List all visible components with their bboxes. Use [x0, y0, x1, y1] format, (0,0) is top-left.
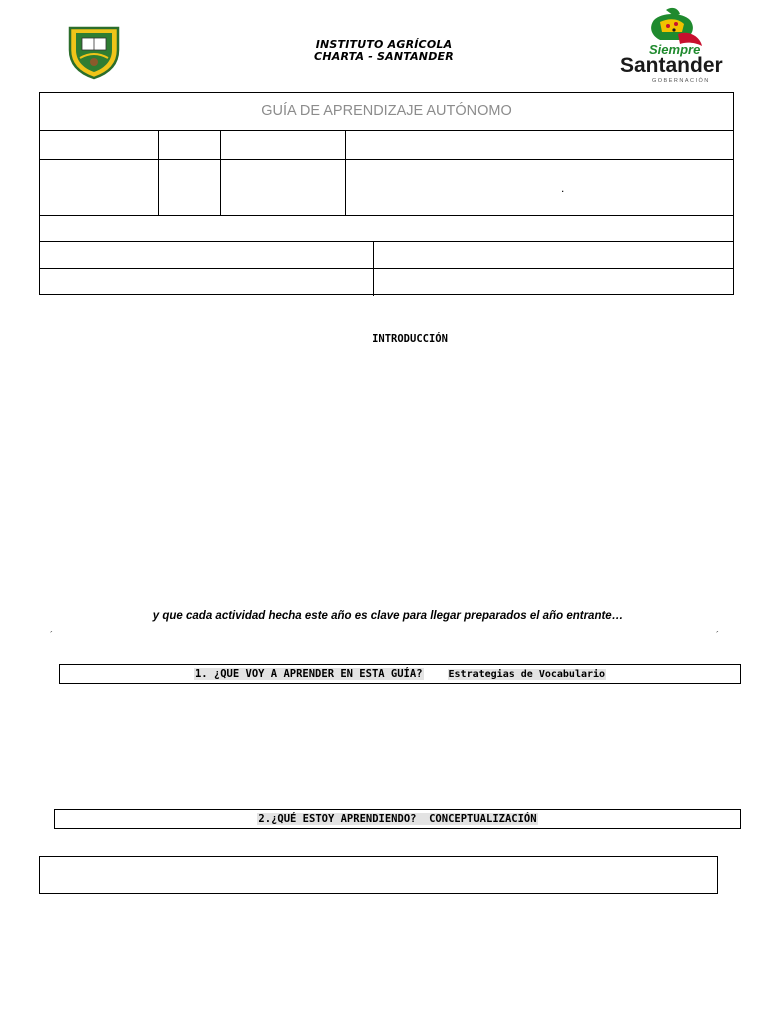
guide-title: GUÍA DE APRENDIZAJE AUTÓNOMO — [261, 103, 512, 119]
text-mark-left: ´ — [50, 630, 53, 640]
table-column-divider — [158, 130, 159, 215]
guide-info-table — [39, 92, 734, 295]
introduction-heading: INTRODUCCIÓN — [372, 333, 448, 345]
table-column-divider — [373, 241, 374, 296]
table-cell-mark: . — [561, 181, 565, 195]
table-divider — [40, 268, 733, 269]
table-divider — [40, 159, 733, 160]
table-divider — [40, 241, 733, 242]
introduction-text: y que cada actividad hecha este año es clave para llegar preparados el año entrante… — [152, 610, 624, 622]
content-box — [39, 856, 718, 894]
text-mark-right: ´ — [716, 630, 719, 640]
section-1-header — [59, 664, 741, 684]
section-1-title: 1. ¿QUE VOY A APRENDER EN ESTA GUÍA? — [194, 668, 423, 680]
table-divider — [40, 130, 733, 131]
svg-text:GOBERNACIÓN: GOBERNACIÓN — [652, 78, 710, 84]
table-column-divider — [220, 130, 221, 215]
school-crest-icon — [66, 24, 122, 80]
section-1-subtitle: Estrategias de Vocabulario — [448, 668, 606, 680]
siempre-santander-logo — [616, 6, 732, 88]
svg-text:Siempre: Siempre — [649, 42, 701, 57]
section-2-header — [54, 809, 741, 829]
institution-name-line1: INSTITUTO AGRÍCOLA — [315, 38, 453, 51]
table-divider — [40, 215, 733, 216]
section-2-title: 2.¿QUÉ ESTOY APRENDIENDO? CONCEPTUALIZACIÓN — [258, 813, 537, 825]
svg-text:Santander: Santander — [620, 54, 723, 77]
institution-name-line2: CHARTA - SANTANDER — [314, 50, 454, 63]
table-column-divider — [345, 130, 346, 215]
